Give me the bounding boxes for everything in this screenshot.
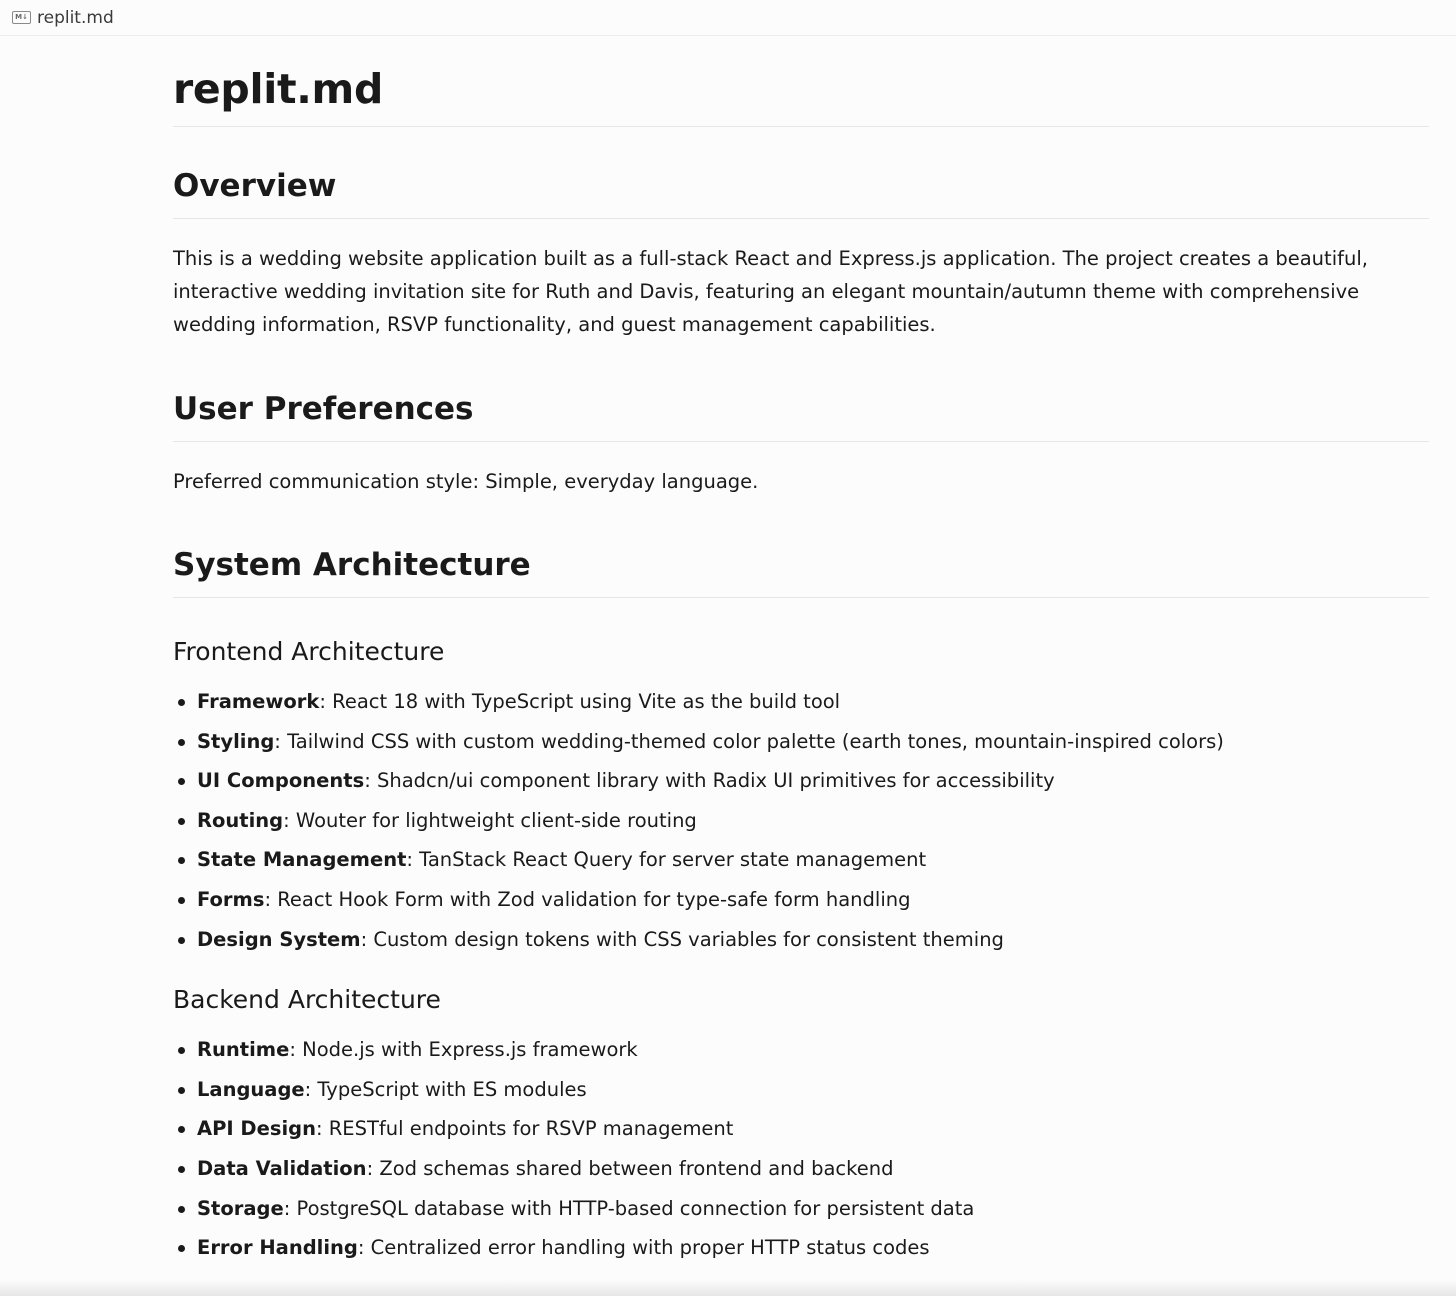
list-item-desc: : React Hook Form with Zod validation for type-safe form handling [264, 887, 911, 911]
list-item-term: Data Validation [197, 1156, 367, 1180]
list-item [173, 768, 1429, 808]
user-preferences-paragraph: Preferred communication style: Simple, everyday language. [173, 470, 759, 493]
list-item-term: API Design [197, 1117, 316, 1141]
list-item-desc: : Node.js with Express.js framework [289, 1038, 638, 1062]
list-item [173, 887, 1429, 927]
list-item-desc: : RESTful endpoints for RSVP management [315, 1117, 734, 1141]
frontend-architecture-heading: Frontend Architecture [173, 637, 445, 666]
list-item-term: Styling [197, 729, 275, 753]
list-item [173, 847, 1429, 887]
user-preferences-heading: User Preferences [173, 388, 1429, 442]
list-item [173, 1235, 1429, 1275]
list-item [173, 689, 1429, 729]
list-item-desc: : Custom design tokens with CSS variables for consistent theming [360, 927, 1004, 951]
backend-architecture-list [173, 1037, 1429, 1275]
list-item [173, 1037, 1429, 1077]
list-item-term: Error Handling [197, 1236, 358, 1260]
list-item [173, 1077, 1429, 1117]
list-item-desc: : React 18 with TypeScript using Vite as the build tool [319, 690, 841, 713]
list-item-term: Runtime [197, 1038, 290, 1062]
list-item [173, 729, 1429, 769]
list-item [173, 927, 1429, 967]
list-item [173, 1116, 1429, 1156]
scroll-fade [0, 1280, 1456, 1296]
overview-heading: Overview [173, 165, 1429, 219]
list-item-term: Design System [197, 927, 361, 951]
system-architecture-heading: System Architecture [173, 544, 1429, 598]
overview-paragraph: This is a wedding website application built as a full-stack React and Express.js application. The project creates a beautiful, interactive wedding invitation site for Ruth and Davis, featuring an elegant mountain/autumn theme with comprehensive wedding information, RSVP functionality, and guest management capabilities. [173, 247, 1368, 336]
editor-tab[interactable] [0, 0, 1456, 36]
list-item-term: Routing [197, 808, 284, 832]
list-item-term: State Management [197, 848, 407, 872]
markdown-file-icon: M↓ [12, 11, 31, 24]
list-item [173, 808, 1429, 848]
list-item-desc: : TypeScript with ES modules [304, 1077, 587, 1101]
list-item-term: Forms [197, 887, 265, 911]
list-item-desc: : Shadcn/ui component library with Radix UI primitives for accessibility [364, 769, 1055, 793]
markdown-preview [173, 36, 1429, 1275]
list-item-desc: : Centralized error handling with proper HTTP status codes [357, 1236, 930, 1260]
list-item-desc: : Tailwind CSS with custom wedding-themed color palette (earth tones, mountain-inspired colors) [274, 729, 1224, 753]
backend-architecture-heading: Backend Architecture [173, 985, 441, 1015]
list-item-term: Language [197, 1077, 305, 1101]
list-item [173, 1196, 1429, 1236]
document-title: replit.md [173, 64, 1429, 127]
list-item-term: UI Components [197, 769, 365, 793]
list-item-desc: : PostgreSQL database with HTTP-based connection for persistent data [283, 1196, 975, 1220]
list-item-term: Storage [197, 1196, 284, 1220]
list-item-desc: : Wouter for lightweight client-side routing [283, 808, 697, 832]
frontend-architecture-list [173, 689, 1429, 966]
list-item-term: Framework [197, 690, 320, 713]
tab-label: replit.md [37, 7, 114, 28]
list-item-desc: : Zod schemas shared between frontend and backend [366, 1156, 894, 1180]
list-item [173, 1156, 1429, 1196]
list-item-desc: : TanStack React Query for server state management [406, 848, 927, 872]
